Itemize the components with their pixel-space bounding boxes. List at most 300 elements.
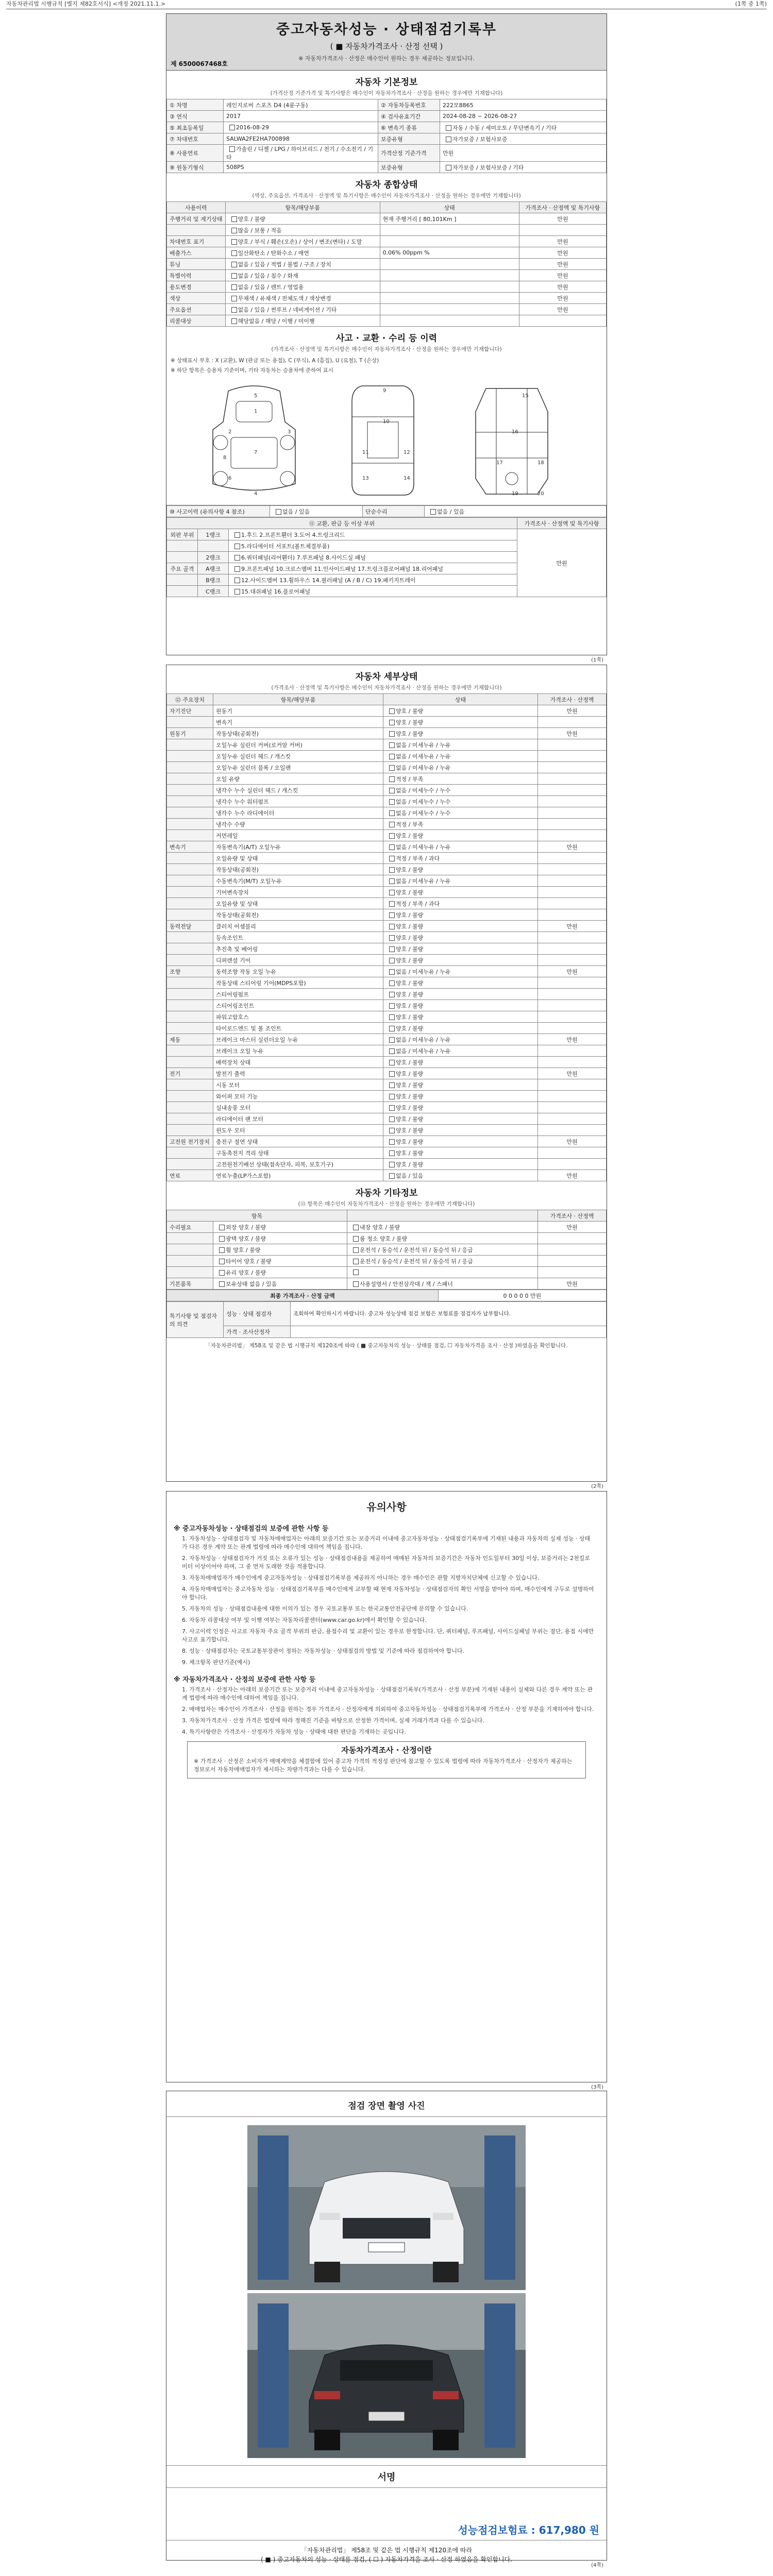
cell: 508PS <box>224 162 378 173</box>
other-row <box>167 1233 607 1244</box>
other-row <box>167 1222 607 1233</box>
checkbox[interactable] <box>231 273 237 279</box>
cell <box>167 830 213 841</box>
checkbox[interactable] <box>446 137 451 142</box>
checkbox-cell: 1.후드 2.프론트휀더 3.도어 4.트렁크리드 <box>229 529 517 540</box>
cell <box>380 293 519 304</box>
inspection-photo-front <box>247 2125 526 2290</box>
price-inspector-opinion <box>291 1326 607 1337</box>
simple-repair-value: 없음 / 있음 <box>425 506 607 517</box>
cell: A랭크 <box>198 563 229 574</box>
checkbox-cell: 양호 / 불량 <box>383 1079 538 1091</box>
diagram-number: 13 <box>362 476 369 481</box>
checkbox-cell: 2016-08-29 <box>224 122 378 133</box>
cell: 만원 <box>519 270 606 281</box>
detail-row <box>167 773 607 785</box>
cell <box>167 1159 213 1170</box>
checkbox[interactable] <box>389 935 395 941</box>
cell: 원동기 <box>213 705 383 717</box>
checkbox-cell: 많음 / 보통 / 적음 <box>225 225 380 236</box>
checkbox[interactable] <box>234 589 240 595</box>
diagram-number: 19 <box>512 491 518 497</box>
notice-item: 2. 자동차성능 · 상태점검자가 거짓 또는 오류가 있는 성능 · 상태점검내용을 제공하여 매매된 자동차의 보증기간은 자동차 인도일부터 30일 이상, 보증거리는 2천킬로미터 이상이어야 하며, 그 중 먼저 도래한 것을 적용합니다. <box>182 1555 590 1570</box>
cell: 2024-08-28 ~ 2026-08-27 <box>440 111 607 122</box>
accident-history-value: 없음 / 있음 <box>270 506 363 517</box>
cell <box>538 807 607 819</box>
cell: 만원 <box>519 236 606 247</box>
checkbox[interactable] <box>389 924 395 929</box>
cell: 만원 <box>519 213 606 225</box>
detail-row <box>167 1068 607 1079</box>
checkbox[interactable] <box>219 1236 225 1242</box>
checkbox[interactable] <box>229 146 235 152</box>
checkbox-cell: 적정 / 부족 <box>383 819 538 830</box>
detail-row <box>167 853 607 864</box>
detail-row <box>167 1011 607 1023</box>
insurance-fee <box>166 2519 607 2540</box>
checkbox-cell: 양호 / 불량 <box>383 864 538 875</box>
cell: ③ 연식 <box>167 111 224 122</box>
cell: 구동축전지 격리 상태 <box>213 1147 383 1159</box>
basic-row <box>167 133 607 145</box>
checkbox[interactable] <box>389 844 395 850</box>
cell <box>167 887 213 898</box>
cell: 보증유형 <box>378 133 440 145</box>
checkbox[interactable] <box>389 1162 395 1167</box>
detail-head-1: ⑫ 주요장치 <box>167 694 213 705</box>
diagram-number: 6 <box>228 476 232 481</box>
basic-row <box>167 162 607 173</box>
diagram-number: 2 <box>228 429 232 435</box>
checkbox[interactable] <box>389 946 395 952</box>
cell: 변속기 <box>167 841 213 853</box>
cell: 리콜대상 <box>167 315 226 327</box>
checkbox[interactable] <box>353 1281 359 1287</box>
page-4-number: (4쪽) <box>591 2563 603 2568</box>
price-notice-text: ※ 가격조사 · 산정은 소비자가 매매계약을 체결함에 있어 중고차 가격의 적정성 판단에 참고할 수 있도록 법령에 따라 자동차가격조사 · 산정자가 제공하는 정보로서 자동차매매업자가 제시하는 차량가격과는 다를 수 있습니다. <box>194 1758 573 1773</box>
form-number: 제 6500067468호 <box>171 60 228 67</box>
checkbox-cell: 양호 / 불량 <box>383 1000 538 1011</box>
cell: 기어변속장치 <box>213 887 383 898</box>
cell: 현재 주행거리 [ 80,101Km ] <box>380 213 519 225</box>
cell <box>538 875 607 887</box>
cell: 와이퍼 모터 기능 <box>213 1091 383 1102</box>
overall-row <box>167 315 607 327</box>
checkbox[interactable] <box>234 578 240 583</box>
checkbox[interactable] <box>389 1071 395 1077</box>
notice-item: 2. 매매업자는 매수인이 가격조사 · 산정을 원하는 경우 가격조사 · 산정자에게 의뢰하여 중고자동차성능 · 상태점검기록부에 가격조사 · 산정 부분을 기재하여야 합니다. <box>182 1706 594 1713</box>
checkbox[interactable] <box>389 1116 395 1122</box>
checkbox-cell: 타이어 양호 / 불량 <box>213 1256 347 1267</box>
cell <box>167 739 213 751</box>
checkbox-cell: 보유상태 없음 / 있음 <box>213 1278 347 1290</box>
detail-row <box>167 887 607 898</box>
cell <box>538 1011 607 1023</box>
cell <box>538 830 607 841</box>
checkbox[interactable] <box>231 296 237 301</box>
detail-row <box>167 875 607 887</box>
cell: 자동변속기(A/T) 오일누유 <box>213 841 383 853</box>
cell: 원동기 <box>167 728 213 739</box>
checkbox-cell: 무채색 / 유채색 / 전체도색 / 색상변경 <box>225 293 380 304</box>
other-head-3: 가격조사 · 산정액 <box>538 1210 607 1222</box>
diagram-number: 1 <box>254 409 258 414</box>
checkbox-cell: 15.대쉬패널 16.플로어패널 <box>229 586 517 597</box>
cell <box>519 315 606 327</box>
cell: ⑨ 원동기형식 <box>167 162 224 173</box>
cell: 만원 <box>538 841 607 853</box>
checkbox[interactable] <box>234 566 240 572</box>
diagram-number: 11 <box>362 450 369 455</box>
cell <box>538 989 607 1000</box>
checkbox-cell: 없음 / 미세누유 / 누유 <box>383 751 538 762</box>
cell: 라디에이터 팬 모터 <box>213 1113 383 1125</box>
cell: 파워고압호스 <box>213 1011 383 1023</box>
cell: 가격산정 기준가격 <box>378 145 440 162</box>
final-price-label: 최종 가격조사 · 산정 금액 <box>167 1290 439 1301</box>
cell: 만원 <box>538 1170 607 1181</box>
checkbox-cell: 없음 / 미세누수 / 누수 <box>383 807 538 819</box>
cell <box>538 1147 607 1159</box>
notice-item: 5. 자동차의 성능 · 상태점검내용에 대한 이의가 있는 경우 국토교통부 또는 한국교통안전공단에 문의할 수 있습니다. <box>182 1605 468 1612</box>
cell: 만원 <box>538 705 607 717</box>
cell <box>167 586 198 597</box>
footer-declaration <box>166 2540 607 2569</box>
cell: 외판 부위 <box>167 529 198 540</box>
checkbox-cell: 양호 / 불량 <box>383 1057 538 1068</box>
overall-head-4: 가격조사 · 산정액 및 특기사항 <box>519 202 606 213</box>
form-header-note: ※ 자동차가격조사 · 산정은 매수인이 원하는 경우 제공하는 정보입니다. <box>298 55 475 62</box>
price-notice-title: 자동차가격조사 · 산정이란 <box>341 1745 432 1755</box>
cell: 수동변속기(M/T) 오일누유 <box>213 875 383 887</box>
cell: 스티어링조인트 <box>213 1000 383 1011</box>
accident-note-1: ※ 상태표시 부호 : X (교환), W (판금 또는 용접), C (부식), A (흠집), U (요철), T (손상) <box>171 358 379 364</box>
checkbox[interactable] <box>219 1270 225 1276</box>
detail-row <box>167 1159 607 1170</box>
page-1-number: (1쪽) <box>591 657 603 663</box>
checkbox[interactable] <box>389 776 395 782</box>
checkbox-cell: 유리 양호 / 불량 <box>213 1267 347 1278</box>
checkbox[interactable] <box>389 992 395 997</box>
cell: 제동 <box>167 1034 213 1045</box>
checkbox-cell: 적정 / 부족 <box>383 773 538 785</box>
overall-row <box>167 259 607 270</box>
checkbox-cell: 양호 / 불량 <box>383 955 538 966</box>
checkbox[interactable] <box>353 1225 359 1230</box>
detail-row <box>167 921 607 932</box>
cell: 222모8865 <box>440 99 607 111</box>
checkbox-cell: 룸 청소 양호 / 불량 <box>347 1233 538 1244</box>
detail-row <box>167 1045 607 1057</box>
checkbox[interactable] <box>234 532 240 538</box>
accident-note-2: ※ 하단 항목은 승용차 기준이며, 기타 자동차는 승용차에 준하여 표시 <box>171 367 334 374</box>
detail-row <box>167 1113 607 1125</box>
cell <box>167 574 198 586</box>
checkbox[interactable] <box>389 754 395 759</box>
checkbox[interactable] <box>353 1247 359 1253</box>
checkbox[interactable] <box>389 867 395 873</box>
checkbox-cell: 휠 양호 / 불량 <box>213 1244 347 1256</box>
checkbox[interactable] <box>446 165 451 171</box>
cell <box>167 1147 213 1159</box>
checkbox[interactable] <box>229 125 235 130</box>
overall-title: 자동차 종합상태 <box>355 180 418 190</box>
cell: 연료 <box>167 1170 213 1181</box>
diagram-number: 18 <box>537 460 544 466</box>
cell: 오일유량 및 상태 <box>213 898 383 909</box>
checkbox[interactable] <box>231 216 237 222</box>
checkbox[interactable] <box>389 1173 395 1179</box>
overall-table <box>166 201 607 327</box>
cell: 튜닝 <box>167 259 226 270</box>
inspection-photo-rear <box>247 2293 526 2458</box>
cell: 오일유량 및 상태 <box>213 853 383 864</box>
checkbox-cell: 양호 / 불량 <box>383 1011 538 1023</box>
cell <box>380 236 519 247</box>
detail-row <box>167 898 607 909</box>
detail-row <box>167 1091 607 1102</box>
cell: 자기진단 <box>167 705 213 717</box>
notice-list-2 <box>166 1686 607 1736</box>
checkbox[interactable] <box>389 890 395 895</box>
detail-row <box>167 1170 607 1181</box>
checkbox-cell: 양호 / 불량 <box>383 728 538 739</box>
cell: 냉각수 누수 실린더 헤드 / 개스킷 <box>213 785 383 796</box>
checkbox[interactable] <box>389 1003 395 1009</box>
checkbox[interactable] <box>389 878 395 884</box>
checkbox[interactable] <box>231 307 237 313</box>
overall-row <box>167 213 607 225</box>
cell: 브레이크 마스터 실린더오일 누유 <box>213 1034 383 1045</box>
checkbox[interactable] <box>389 1048 395 1054</box>
checkbox[interactable] <box>389 901 395 907</box>
checkbox[interactable] <box>231 318 237 324</box>
notice-item: 3. 자동차가격조사 · 산정 가격은 법령에 따라 정해진 기준을 바탕으로 산정한 가격이며, 실제 거래가격과 다를 수 있습니다. <box>182 1717 484 1724</box>
checkbox[interactable] <box>389 969 395 975</box>
car-rear-photo-icon <box>247 2293 526 2458</box>
cell <box>198 540 229 552</box>
checkbox[interactable] <box>389 765 395 771</box>
cell <box>538 739 607 751</box>
checkbox-cell: 양호 / 불량 <box>383 1147 538 1159</box>
form-legal-ref: 자동차관리법 시행규칙 [별지 제82호서식] <개정 2021.11.1.> <box>6 1 166 7</box>
parts-head-1: ⑪ 교환, 판금 등 이상 부위 <box>167 518 517 529</box>
checkbox[interactable] <box>234 555 240 561</box>
detail-row <box>167 1102 607 1113</box>
checkbox[interactable] <box>353 1236 359 1242</box>
checkbox[interactable] <box>389 810 395 816</box>
cell <box>167 1256 213 1267</box>
accident-history-label: ⑩ 사고이력 (유의사항 4 참조) <box>167 506 270 517</box>
perf-inspector-opinion: 조회하여 확인하시기 바랍니다. 중고차 성능상태 점검 보험은 보험료를 점검자가 납부합니다. <box>291 1302 607 1326</box>
checkbox-cell: 양호 / 불량 <box>383 932 538 943</box>
checkbox-cell: 양호 / 불량 <box>383 1023 538 1034</box>
cell: 발전기 출력 <box>213 1068 383 1079</box>
cell: 동력전달 <box>167 921 213 932</box>
checkbox-cell: 적정 / 부족 / 과다 <box>383 853 538 864</box>
checkbox[interactable] <box>389 912 395 918</box>
cell <box>167 785 213 796</box>
checkbox[interactable] <box>389 1037 395 1043</box>
cell: 전기 <box>167 1068 213 1079</box>
checkbox[interactable] <box>353 1259 359 1264</box>
cell: 만원 <box>538 1222 607 1233</box>
checkbox[interactable] <box>389 731 395 737</box>
checkbox[interactable] <box>231 228 237 233</box>
checkbox[interactable] <box>389 788 395 793</box>
form-page-count: (1쪽 중 1쪽) <box>735 1 767 7</box>
checkbox[interactable] <box>219 1259 225 1264</box>
diagram-number: 8 <box>223 455 227 461</box>
checkbox-cell: 양호 / 불량 <box>383 1125 538 1136</box>
cell: 주행거리 및 계기상태 <box>167 213 226 225</box>
checkbox[interactable] <box>231 250 237 256</box>
page-2-number: (2쪽) <box>591 1484 603 1489</box>
checkbox[interactable] <box>389 833 395 839</box>
diagram-number: 3 <box>288 429 291 435</box>
checkbox[interactable] <box>389 856 395 861</box>
cell <box>167 1233 213 1244</box>
detail-row <box>167 864 607 875</box>
cell <box>538 1256 607 1267</box>
car-front-photo-icon <box>247 2125 526 2290</box>
detail-row <box>167 1000 607 1011</box>
cell <box>538 717 607 728</box>
checkbox[interactable] <box>231 239 237 245</box>
checkbox[interactable] <box>389 1014 395 1020</box>
checkbox[interactable] <box>389 742 395 748</box>
diagram-number: 17 <box>496 460 503 466</box>
checkbox[interactable] <box>389 708 395 714</box>
declaration: 「자동차관리법」 제58조 및 같은 법 시행규칙 제120조에 따라 ( ■ 중고자동차의 성능 · 상태를 점검, ☐ 자동차가격을 조사 · 산정 )하였음을 확인합니다. <box>205 1343 568 1349</box>
cell <box>538 1091 607 1102</box>
notice-item: 4. 자동차매매업자는 중고자동차 성능 · 상태점검기록부를 매수인에게 교부할 때 현재 자동차성능 · 상태점검자의 확인 서명을 받아야 하며, 매수인에게 구두로 설명하여야 합니다. <box>182 1586 594 1601</box>
checkbox[interactable] <box>231 284 237 290</box>
checkbox[interactable] <box>389 799 395 805</box>
checkbox[interactable] <box>231 262 237 267</box>
cell <box>519 225 606 236</box>
checkbox-cell: 양호 / 불량 <box>383 887 538 898</box>
checkbox[interactable] <box>234 544 240 549</box>
checkbox[interactable] <box>389 1060 395 1065</box>
accident-history-table <box>166 505 607 517</box>
notice-item: 6. 자동차 리콜대상 여부 및 이행 여부는 자동차리콜센터(www.car.go.kr)에서 확인할 수 있습니다. <box>182 1617 427 1623</box>
detail-row <box>167 819 607 830</box>
basic-row <box>167 122 607 133</box>
other-row <box>167 1244 607 1256</box>
checkbox[interactable] <box>389 1082 395 1088</box>
cell: 타이로드엔드 및 볼 조인트 <box>213 1023 383 1034</box>
cell: 만원 <box>538 1068 607 1079</box>
cell <box>167 875 213 887</box>
opinion-label: 특기사항 및 점검자의 의견 <box>167 1302 224 1338</box>
cell <box>167 932 213 943</box>
other-row <box>167 1256 607 1267</box>
checkbox-cell: 자동 / 수동 / 세미오토 / 무단변속기 / 기타 <box>440 122 607 133</box>
checkbox[interactable] <box>389 1026 395 1031</box>
cell <box>167 1091 213 1102</box>
cell <box>538 1057 607 1068</box>
checkbox-cell: 가솔린 / 디젤 / LPG / 하이브리드 / 전기 / 수소전기 / 기타 <box>224 145 378 162</box>
cell: ② 자동차등록번호 <box>378 99 440 111</box>
cell: 만원 <box>538 1278 607 1290</box>
checkbox-cell: 양호 / 불량 <box>383 921 538 932</box>
checkbox[interactable] <box>219 1281 225 1287</box>
basic-info-sub: (가격산정 기준가격 및 특기사항은 매수인이 자동차가격조사 · 산정을 원하는 경우에만 기재합니다) <box>270 90 503 96</box>
checkbox-cell <box>347 1267 538 1278</box>
checkbox[interactable] <box>219 1225 225 1230</box>
cell <box>167 807 213 819</box>
other-head-1: 항목 <box>167 1210 347 1222</box>
other-head-2 <box>347 1210 538 1222</box>
checkbox[interactable] <box>389 720 395 725</box>
checkbox-cell: 없음 / 미세누유 / 누유 <box>383 739 538 751</box>
diagram-number: 5 <box>254 393 258 399</box>
checkbox[interactable] <box>389 822 395 827</box>
checkbox-cell: 내장 양호 / 불량 <box>347 1222 538 1233</box>
price-notice-box <box>187 1741 586 1778</box>
photo-title: 점검 장면 촬영 사진 <box>166 2091 607 2117</box>
checkbox[interactable] <box>353 1269 359 1275</box>
cell <box>538 762 607 773</box>
notice-item: 7. 사고이력 인정은 사고로 자동차 주요 골격 부위의 판금, 용접수리 및 교환이 있는 경우로 한정합니다. 단, 쿼터패널, 루프패널, 사이드실패널 부위는 절단, 용접 시에만 사고로 표기합니다. <box>182 1628 594 1643</box>
form-topbar <box>6 0 767 9</box>
notice-item: 3. 자동차매매업자가 매수인에게 중고자동차성능 · 상태점검기록부를 제공하지 아니하는 경우 매수인은 관할 지방자치단체에 신고할 수 있습니다. <box>182 1574 540 1581</box>
cell: 특별이력 <box>167 270 226 281</box>
checkbox[interactable] <box>389 980 395 986</box>
cell: 실내송풍 모터 <box>213 1102 383 1113</box>
sign-area <box>166 2488 607 2519</box>
checkbox[interactable] <box>389 958 395 963</box>
car-diagram <box>166 377 607 505</box>
cell <box>538 898 607 909</box>
detail-row <box>167 762 607 773</box>
checkbox[interactable] <box>446 125 451 131</box>
checkbox-cell: 외장 양호 / 불량 <box>213 1222 347 1233</box>
cell: 만원 <box>538 966 607 977</box>
cell: 고전원전기배선 상태(접속단자, 피복, 보호기구) <box>213 1159 383 1170</box>
notice-item: 4. 특기사항란은 가격조사 · 산정자가 자동차 성능 · 상태에 대한 판단을 기재하는 곳입니다. <box>182 1728 406 1735</box>
cell <box>538 751 607 762</box>
checkbox[interactable] <box>219 1247 225 1253</box>
detail-row <box>167 943 607 955</box>
checkbox[interactable] <box>389 1139 395 1145</box>
checkbox-cell: 양호 / 불량 <box>383 1068 538 1079</box>
other-table <box>166 1210 607 1290</box>
cell <box>167 552 198 563</box>
cell <box>538 955 607 966</box>
checkbox[interactable] <box>389 1105 395 1111</box>
basic-row <box>167 99 607 111</box>
accident-parts-table <box>166 517 607 597</box>
cell: 디퍼렌셜 기어 <box>213 955 383 966</box>
checkbox[interactable] <box>389 1150 395 1156</box>
cell: 윈도우 모터 <box>213 1125 383 1136</box>
detail-row <box>167 705 607 717</box>
cell: ⑦ 차대번호 <box>167 133 224 145</box>
checkbox-cell: 6.쿼터패널(리어휀더) 7.루프패널 8.사이드실 패널 <box>229 552 517 563</box>
checkbox[interactable] <box>389 1128 395 1133</box>
detail-row <box>167 1147 607 1159</box>
cell: 클러치 어셈블리 <box>213 921 383 932</box>
cell <box>167 819 213 830</box>
diagram-number: 15 <box>522 393 529 399</box>
checkbox[interactable] <box>389 1094 395 1099</box>
cell: 수리필요 <box>167 1222 213 1233</box>
cell: 레인지로버 스포츠 D4 (4륜구동) <box>224 99 378 111</box>
cell <box>380 259 519 270</box>
notice-item: 9. 체크항목 판단기준(예시) <box>182 1659 250 1666</box>
